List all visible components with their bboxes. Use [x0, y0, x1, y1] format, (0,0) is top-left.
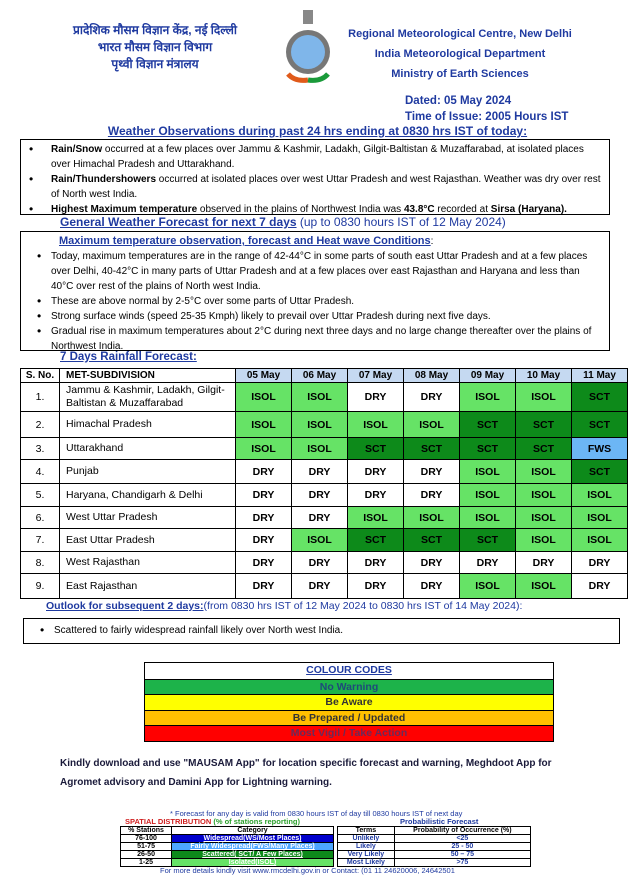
- forecast-cell: ISOL: [516, 574, 572, 599]
- row-sno: 3.: [21, 438, 60, 460]
- forecast-cell: ISOL: [292, 529, 348, 552]
- forecast-cell: DRY: [292, 460, 348, 484]
- spatial-row: 76-100 Widespread(WS/Most Places): [121, 835, 334, 843]
- observations-heading: Weather Observations during past 24 hrs ending at 0830 hrs IST of today:: [107, 124, 528, 138]
- forecast-cell: DRY: [404, 383, 460, 412]
- row-subdivision: Uttarakhand: [60, 438, 236, 460]
- observations-box: [20, 139, 610, 215]
- forecast-cell: ISOL: [516, 484, 572, 507]
- forecast-cell: ISOL: [236, 383, 292, 412]
- spatial-row: 26-50 Scattered( SCT/ A Few Places): [121, 851, 334, 859]
- table-row: [21, 460, 628, 484]
- col-date: 09 May: [460, 369, 516, 383]
- forecast-cell: ISOL: [292, 438, 348, 460]
- row-subdivision: East Rajasthan: [60, 574, 236, 599]
- forecast-cell: SCT: [348, 529, 404, 552]
- hindi-header: [40, 22, 270, 73]
- forecast-cell: SCT: [404, 529, 460, 552]
- english-line: India Meteorological Department: [374, 48, 546, 60]
- row-subdivision: West Uttar Pradesh: [60, 507, 236, 529]
- outlook-box: [23, 618, 620, 644]
- forecast-cell: ISOL: [516, 507, 572, 529]
- forecast-cell: DRY: [516, 552, 572, 574]
- forecast-cell: DRY: [348, 383, 404, 412]
- forecast-cell: DRY: [348, 574, 404, 599]
- forecast-cell: ISOL: [236, 412, 292, 438]
- table-row: [21, 383, 628, 412]
- english-header: [330, 24, 590, 84]
- forecast-cell: DRY: [404, 460, 460, 484]
- table-row: [21, 412, 628, 438]
- prob-row: Likely 25 - 50: [338, 843, 531, 851]
- table-row: [21, 507, 628, 529]
- row-sno: 4.: [21, 460, 60, 484]
- forecast-cell: ISOL: [460, 484, 516, 507]
- forecast-cell: ISOL: [348, 507, 404, 529]
- forecast-cell: DRY: [236, 552, 292, 574]
- contact-note: For more details kindly visit www.rmcdelhi.gov.in or Contact: (01 11 24620006, 24642501: [160, 866, 455, 875]
- forecast-cell: SCT: [460, 438, 516, 460]
- table-row: [21, 438, 628, 460]
- rainfall-table: [20, 368, 628, 599]
- app-note: Kindly download and use "MAUSAM App" for location specific forecast and warning, Meghdoot App for Agromet advisory and Damini App for Lightning warning.: [60, 758, 552, 788]
- row-sno: 5.: [21, 484, 60, 507]
- prob-table: Terms Probability of Occurrence (%) Unlikely <25 Likely 25 - 50 Very Likely 50 – 75 Most Likely >75: [337, 826, 531, 867]
- forecast-cell: FWS: [572, 438, 628, 460]
- forecast-cell: DRY: [572, 574, 628, 599]
- outlook-heading: Outlook for subsequent 2 days:(from 0830 hrs IST of 12 May 2024 to 0830 hrs IST of 14 May 2024):: [46, 600, 523, 612]
- code-be-aware: Be Aware: [145, 694, 553, 710]
- col-date: 11 May: [572, 369, 628, 383]
- forecast-cell: ISOL: [460, 574, 516, 599]
- english-line: Ministry of Earth Sciences: [391, 68, 529, 80]
- imd-emblem-logo: [283, 8, 333, 88]
- row-subdivision: Punjab: [60, 460, 236, 484]
- forecast-cell: SCT: [572, 412, 628, 438]
- col-date: 06 May: [292, 369, 348, 383]
- general-item: • Gradual rise in maximum temperatures about 2°C during next three days and no large change thereafter over the plains of Northwest India.: [51, 324, 603, 354]
- forecast-cell: DRY: [292, 552, 348, 574]
- general-heading: General Weather Forecast for next 7 days (up to 0830 hours IST of 12 May 2024): [60, 215, 506, 229]
- col-date: 05 May: [236, 369, 292, 383]
- prob-row: Unlikely <25: [338, 835, 531, 843]
- forecast-cell: DRY: [404, 552, 460, 574]
- forecast-cell: SCT: [348, 438, 404, 460]
- col-date: 07 May: [348, 369, 404, 383]
- row-sno: 7.: [21, 529, 60, 552]
- forecast-cell: ISOL: [292, 412, 348, 438]
- forecast-cell: DRY: [236, 484, 292, 507]
- table-row: [21, 484, 628, 507]
- row-subdivision: Jammu & Kashmir, Ladakh, Gilgit-Baltistan & Muzaffarabad: [60, 383, 236, 412]
- row-sno: 1.: [21, 383, 60, 412]
- row-sno: 2.: [21, 412, 60, 438]
- forecast-cell: DRY: [292, 507, 348, 529]
- forecast-cell: ISOL: [572, 507, 628, 529]
- colour-codes-legend: [144, 662, 554, 742]
- row-subdivision: Haryana, Chandigarh & Delhi: [60, 484, 236, 507]
- forecast-cell: SCT: [460, 529, 516, 552]
- general-item: • Today, maximum temperatures are in the range of 42-44°C in some parts of south east Uttar Pradesh and at a few places over Delhi, 40-42°C in many parts of Uttar Pradesh and at a few places over east Rajasthan and Haryana and less than 40°C over rest of the plains of North west India.: [51, 249, 603, 294]
- forecast-cell: ISOL: [404, 412, 460, 438]
- forecast-cell: DRY: [292, 574, 348, 599]
- forecast-cell: ISOL: [460, 383, 516, 412]
- general-box: [20, 231, 610, 351]
- forecast-cell: DRY: [348, 484, 404, 507]
- col-sno: S. No.: [21, 369, 60, 383]
- row-sno: 6.: [21, 507, 60, 529]
- forecast-cell: ISOL: [516, 529, 572, 552]
- col-subdivision: MET-SUBDIVISION: [60, 369, 236, 383]
- row-subdivision: Himachal Pradesh: [60, 412, 236, 438]
- hindi-line: प्रादेशिक मौसम विज्ञान केंद्र, नई दिल्ली: [73, 23, 237, 37]
- code-take-action: Most Vigil / Take Action: [145, 725, 553, 741]
- forecast-cell: DRY: [292, 484, 348, 507]
- general-item: • These are above normal by 2-5°C over some parts of Uttar Pradesh.: [51, 294, 603, 309]
- forecast-cell: DRY: [236, 529, 292, 552]
- forecast-cell: DRY: [460, 552, 516, 574]
- english-line: Regional Meteorological Centre, New Delhi: [348, 28, 572, 40]
- prob-row: Very Likely 50 – 75: [338, 851, 531, 859]
- forecast-cell: DRY: [348, 460, 404, 484]
- obs-item: • Highest Maximum temperature observed in the plains of Northwest India was 43.8°C recorded at Sirsa (Haryana).: [51, 202, 603, 217]
- validity-note: * Forecast for any day is valid from 0830 hours IST of day till 0830 hours IST of next day: [170, 809, 463, 818]
- colour-codes-title: COLOUR CODES: [306, 664, 392, 676]
- forecast-cell: ISOL: [348, 412, 404, 438]
- prob-row: Most Likely >75: [338, 859, 531, 867]
- forecast-cell: DRY: [236, 507, 292, 529]
- issue-info: [405, 93, 568, 125]
- forecast-cell: ISOL: [572, 484, 628, 507]
- forecast-cell: DRY: [404, 574, 460, 599]
- forecast-cell: ISOL: [460, 460, 516, 484]
- forecast-cell: SCT: [404, 438, 460, 460]
- hindi-line: भारत मौसम विज्ञान विभाग: [97, 40, 213, 54]
- outlook-item: • Scattered to fairly widespread rainfall likely over North west India.: [54, 623, 613, 638]
- obs-item: • Rain/Snow occurred at a few places over Jammu & Kashmir, Ladakh, Gilgit-Baltistan & Muzaffarabad, at isolated places over Himachal Pradesh and Uttarakhand.: [51, 142, 603, 172]
- spatial-row: 1-25 Isolated(ISOL): [121, 859, 334, 867]
- general-subheading: Maximum temperature observation, forecast and Heat wave Conditions:: [59, 235, 434, 247]
- forecast-cell: DRY: [236, 574, 292, 599]
- table-row: [21, 529, 628, 552]
- forecast-cell: ISOL: [404, 507, 460, 529]
- row-subdivision: West Rajasthan: [60, 552, 236, 574]
- spatial-table: % Stations Category 76-100 Widespread(WS/Most Places) 51-75 Fairly Widespread(FWS/Many Places) 26-50 Scattered( SCT/ A Few Places) 1-25 Isolated(ISOL): [120, 826, 334, 867]
- forecast-cell: DRY: [348, 552, 404, 574]
- rainfall-heading: 7 Days Rainfall Forecast:: [60, 351, 197, 363]
- general-item: • Strong surface winds (speed 25-35 Kmph) likely to prevail over Uttar Pradesh during next five days.: [51, 309, 603, 324]
- row-sno: 8.: [21, 552, 60, 574]
- forecast-cell: ISOL: [516, 460, 572, 484]
- forecast-cell: ISOL: [572, 529, 628, 552]
- row-subdivision: East Uttar Pradesh: [60, 529, 236, 552]
- dated: Dated: 05 May 2024: [405, 95, 512, 107]
- code-no-warning: No Warning: [145, 679, 553, 695]
- table-row: [21, 574, 628, 599]
- spatial-row: 51-75 Fairly Widespread(FWS/Many Places): [121, 843, 334, 851]
- forecast-cell: ISOL: [292, 383, 348, 412]
- forecast-cell: ISOL: [236, 438, 292, 460]
- forecast-cell: SCT: [460, 412, 516, 438]
- row-sno: 9.: [21, 574, 60, 599]
- hindi-line: पृथ्वी विज्ञान मंत्रालय: [111, 57, 199, 71]
- forecast-cell: DRY: [236, 460, 292, 484]
- forecast-cell: SCT: [572, 383, 628, 412]
- forecast-cell: ISOL: [516, 383, 572, 412]
- forecast-cell: DRY: [404, 484, 460, 507]
- prob-title: Probabilistic Forecast: [400, 817, 479, 826]
- col-date: 08 May: [404, 369, 460, 383]
- forecast-cell: ISOL: [460, 507, 516, 529]
- forecast-cell: DRY: [572, 552, 628, 574]
- forecast-cell: SCT: [572, 460, 628, 484]
- code-be-prepared: Be Prepared / Updated: [145, 710, 553, 726]
- table-row: [21, 552, 628, 574]
- forecast-cell: SCT: [516, 412, 572, 438]
- time-of-issue: Time of Issue: 2005 Hours IST: [405, 111, 569, 123]
- col-date: 10 May: [516, 369, 572, 383]
- spatial-title: SPATIAL DISTRIBUTION (% of stations reporting): [125, 817, 301, 826]
- forecast-cell: SCT: [516, 438, 572, 460]
- obs-item: • Rain/Thundershowers occurred at isolated places over west Uttar Pradesh and west Rajasthan. Weather was dry over rest of North west India.: [51, 172, 603, 202]
